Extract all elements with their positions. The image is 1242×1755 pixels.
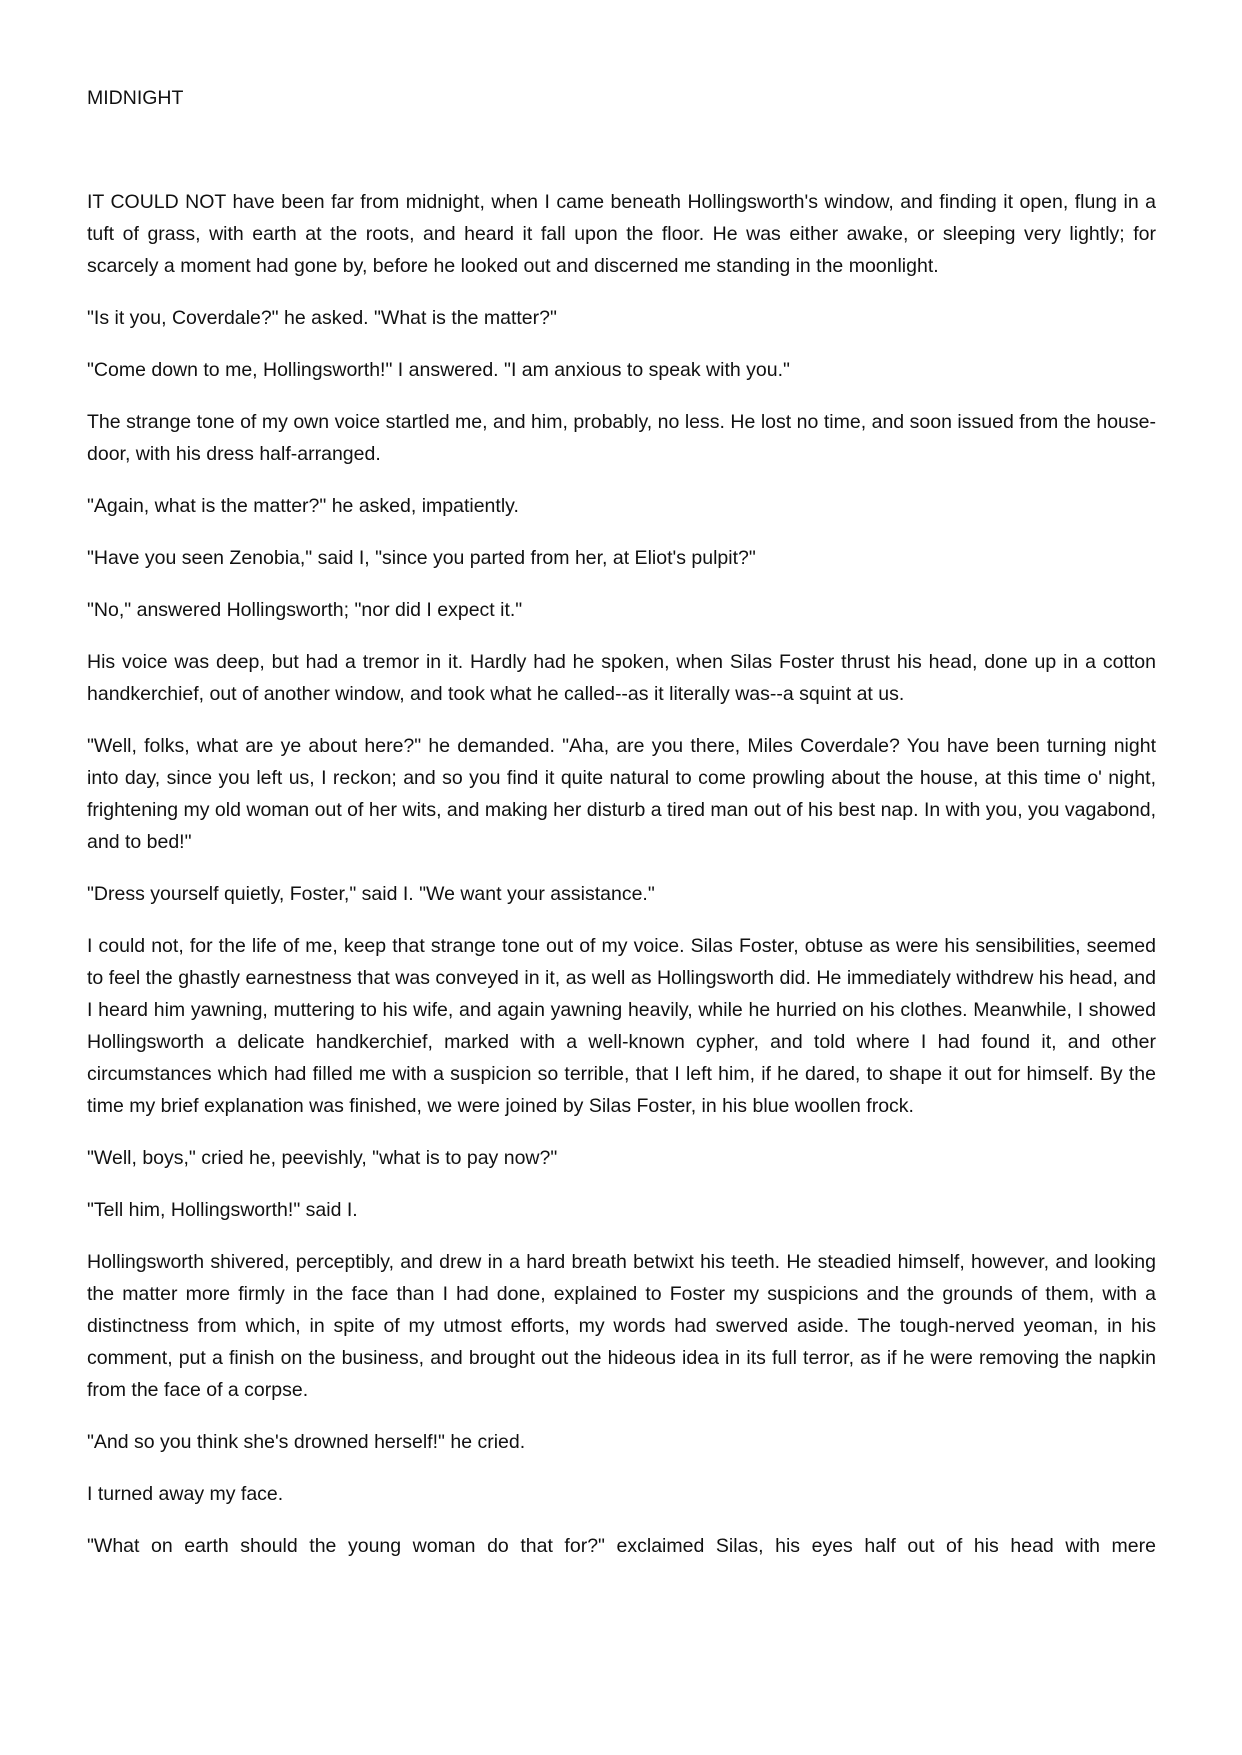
paragraph: "What on earth should the young woman do that for?" exclaimed Silas, his eyes half out of his head with mere (87, 1535, 1156, 1557)
paragraph: The strange tone of my own voice startled me, and him, probably, no less. He lost no time, and soon issued from the house-door, with his dress half-arranged. (87, 411, 1156, 465)
paragraph: "Come down to me, Hollingsworth!" I answered. "I am anxious to speak with you." (87, 359, 790, 381)
paragraph: "Again, what is the matter?" he asked, impatiently. (87, 495, 519, 517)
chapter-title: MIDNIGHT (87, 87, 184, 109)
paragraph: "Tell him, Hollingsworth!" said I. (87, 1199, 358, 1221)
paragraph: His voice was deep, but had a tremor in it. Hardly had he spoken, when Silas Foster thrust his head, done up in a cotton handkerchief, out of another window, and took what he called--as it literally was--a squint at us. (87, 651, 1156, 705)
paragraph: "And so you think she's drowned herself!" he cried. (87, 1431, 526, 1453)
paragraph: I could not, for the life of me, keep that strange tone out of my voice. Silas Foster, obtuse as were his sensibilities, seemed to feel the ghastly earnestness that was conveyed in it, as well as Hollingsworth did. He immediately withdrew his head, and I heard him yawning, muttering to his wife, and again yawning heavily, while he hurried on his clothes. Meanwhile, I showed Hollingsworth a delicate handkerchief, marked with a well-known cypher, and told where I had found it, and other circumstances which had filled me with a suspicion so terrible, that I left him, if he dared, to shape it out for himself. By the time my brief explanation was finished, we were joined by Silas Foster, in his blue woollen frock. (87, 935, 1156, 1117)
document-page (87, 82, 1156, 1562)
paragraph: "Well, folks, what are ye about here?" he demanded. "Aha, are you there, Miles Coverdale? You have been turning night into day, since you left us, I reckon; and so you find it quite natural to come prowling about the house, at this time o' night, frightening my old woman out of her wits, and making her disturb a tired man out of his best nap. In with you, you vagabond, and to bed!" (87, 735, 1156, 853)
paragraph: "No," answered Hollingsworth; "nor did I expect it." (87, 599, 523, 621)
paragraph: I turned away my face. (87, 1483, 284, 1505)
paragraph: "Dress yourself quietly, Foster," said I. "We want your assistance." (87, 883, 655, 905)
paragraph: "Have you seen Zenobia," said I, "since you parted from her, at Eliot's pulpit?" (87, 547, 756, 569)
paragraph: Hollingsworth shivered, perceptibly, and drew in a hard breath betwixt his teeth. He steadied himself, however, and looking the matter more firmly in the face than I had done, explained to Foster my suspicions and the grounds of them, with a distinctness from which, in spite of my utmost efforts, my words had swerved aside. The tough-nerved yeoman, in his comment, put a finish on the business, and brought out the hideous idea in its full terror, as if he were removing the napkin from the face of a corpse. (87, 1251, 1156, 1401)
paragraph: "Is it you, Coverdale?" he asked. "What is the matter?" (87, 307, 557, 329)
paragraph: "Well, boys," cried he, peevishly, "what is to pay now?" (87, 1147, 558, 1169)
paragraph: IT COULD NOT have been far from midnight, when I came beneath Hollingsworth's window, and finding it open, flung in a tuft of grass, with earth at the roots, and heard it fall upon the floor. He was either awake, or sleeping very lightly; for scarcely a moment had gone by, before he looked out and discerned me standing in the moonlight. (87, 191, 1156, 277)
